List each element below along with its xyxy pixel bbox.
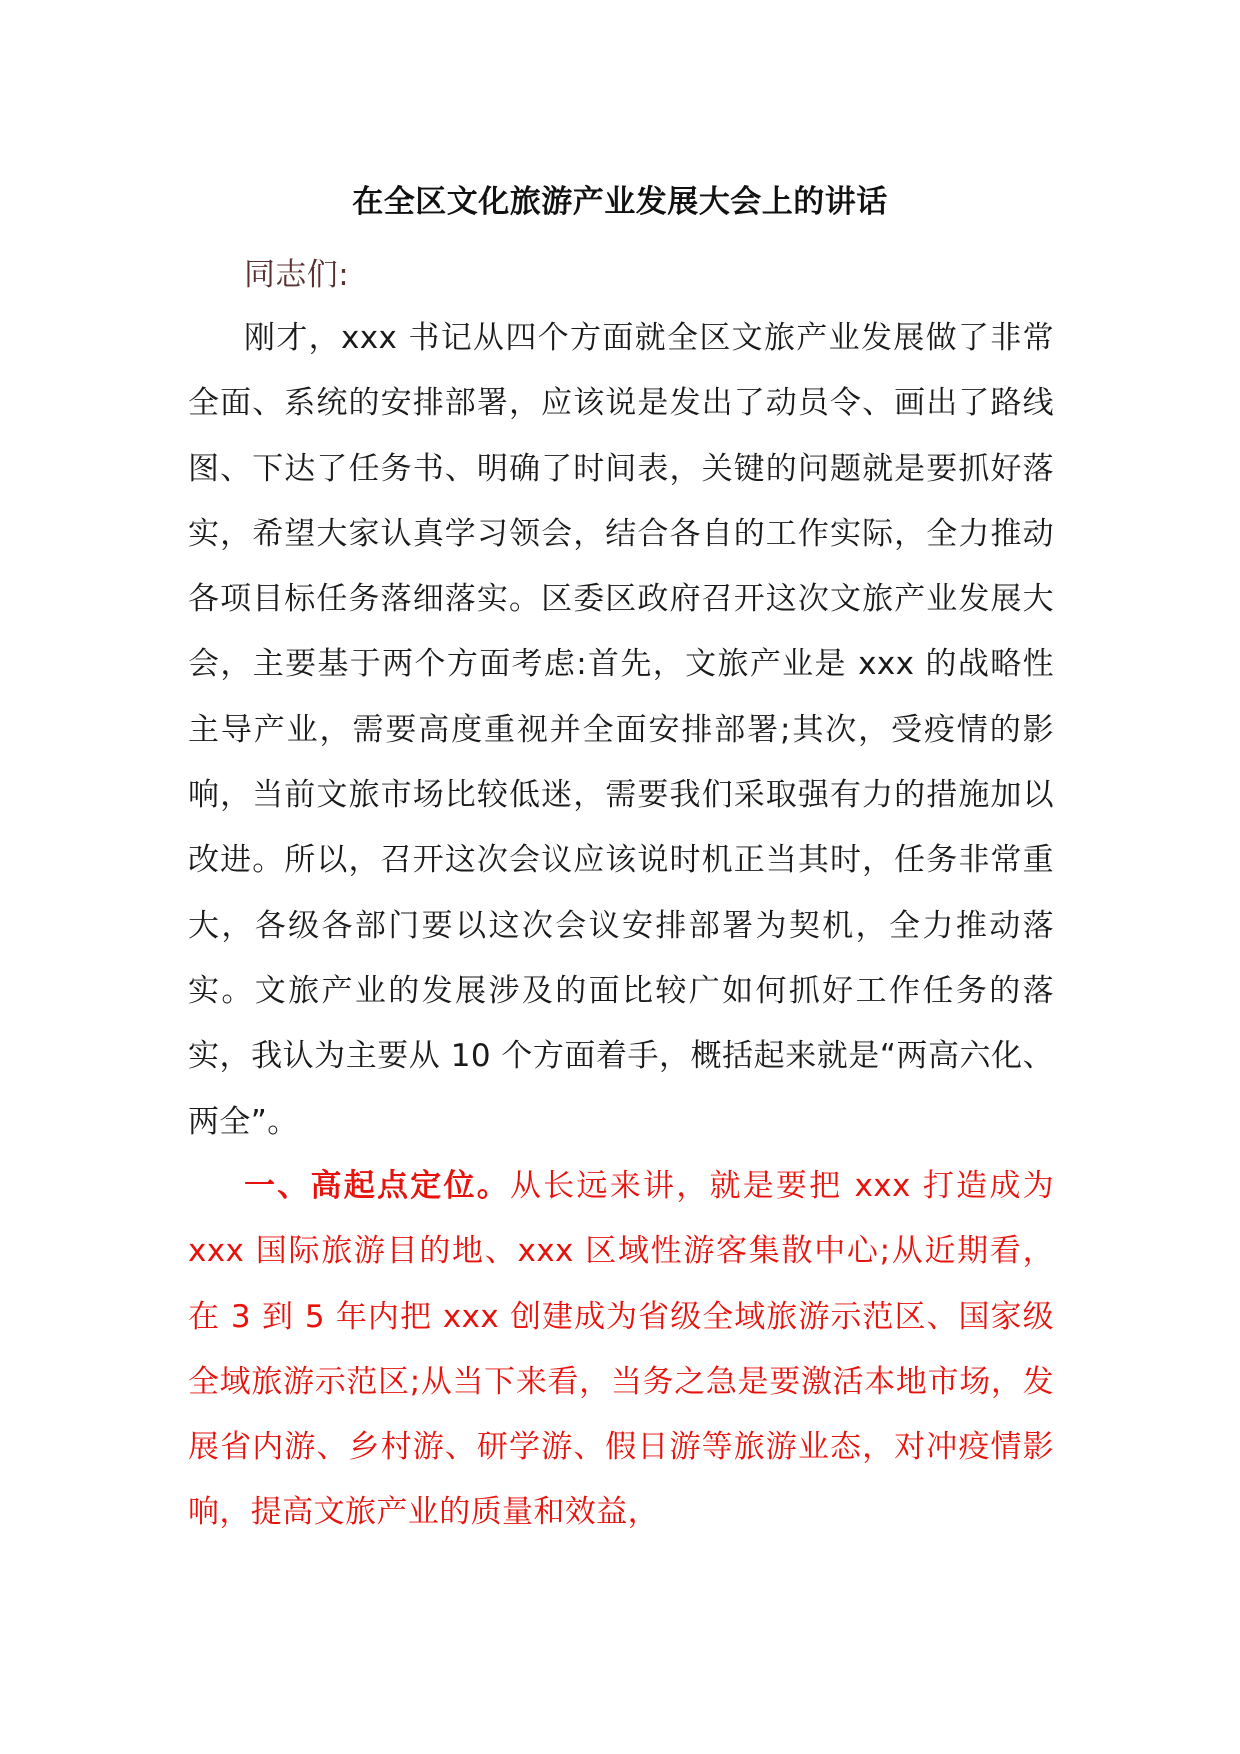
salutation: 同志们:	[244, 257, 350, 293]
section-1-paragraph	[188, 1154, 1054, 1546]
document-title: 在全区文化旅游产业发展大会上的讲话	[352, 184, 888, 220]
intro-paragraph: 刚才，xxx 书记从四个方面就全区文旅产业发展做了非常全面、系统的安排部署，应该说是发出了动员令、画出了路线图、下达了任务书、明确了时间表，关键的问题就是要抓好落实，希望大家认真学习领会，结合各自的工作实际，全力推动各项目标任务落细落实。区委区政府召开这次文旅产业发展大会，主要基于两个方面考虑:首先，文旅产业是 xxx 的战略性主导产业，需要高度重视并全面安排部署;其次，受疫情的影响，当前文旅市场比较低迷，需要我们采取强有力的措施加以改进。所以，召开这次会议应该说时机正当其时，任务非常重大，各级各部门要以这次会议安排部署为契机，全力推动落实。文旅产业的发展涉及的面比较广如何抓好工作任务的落实，我认为主要从 10 个方面着手，概括起来就是“两高六化、两全”。	[188, 320, 1054, 1140]
section-1-text: 从长远来讲，就是要把 xxx 打造成为 xxx 国际旅游目的地、xxx 区域性游客集散中心;从近期看，在 3 到 5 年内把 xxx 创建成为省级全域旅游示范区、国家级全域旅游示范区;从当下来看，当务之急是要激活本地市场，发展省内游、乡村游、研学游、假日游等旅游业态，对冲疫情影响，提高文旅产业的质量和效益，	[188, 1168, 1054, 1531]
section-1-heading: 一、高起点定位。	[244, 1168, 510, 1204]
